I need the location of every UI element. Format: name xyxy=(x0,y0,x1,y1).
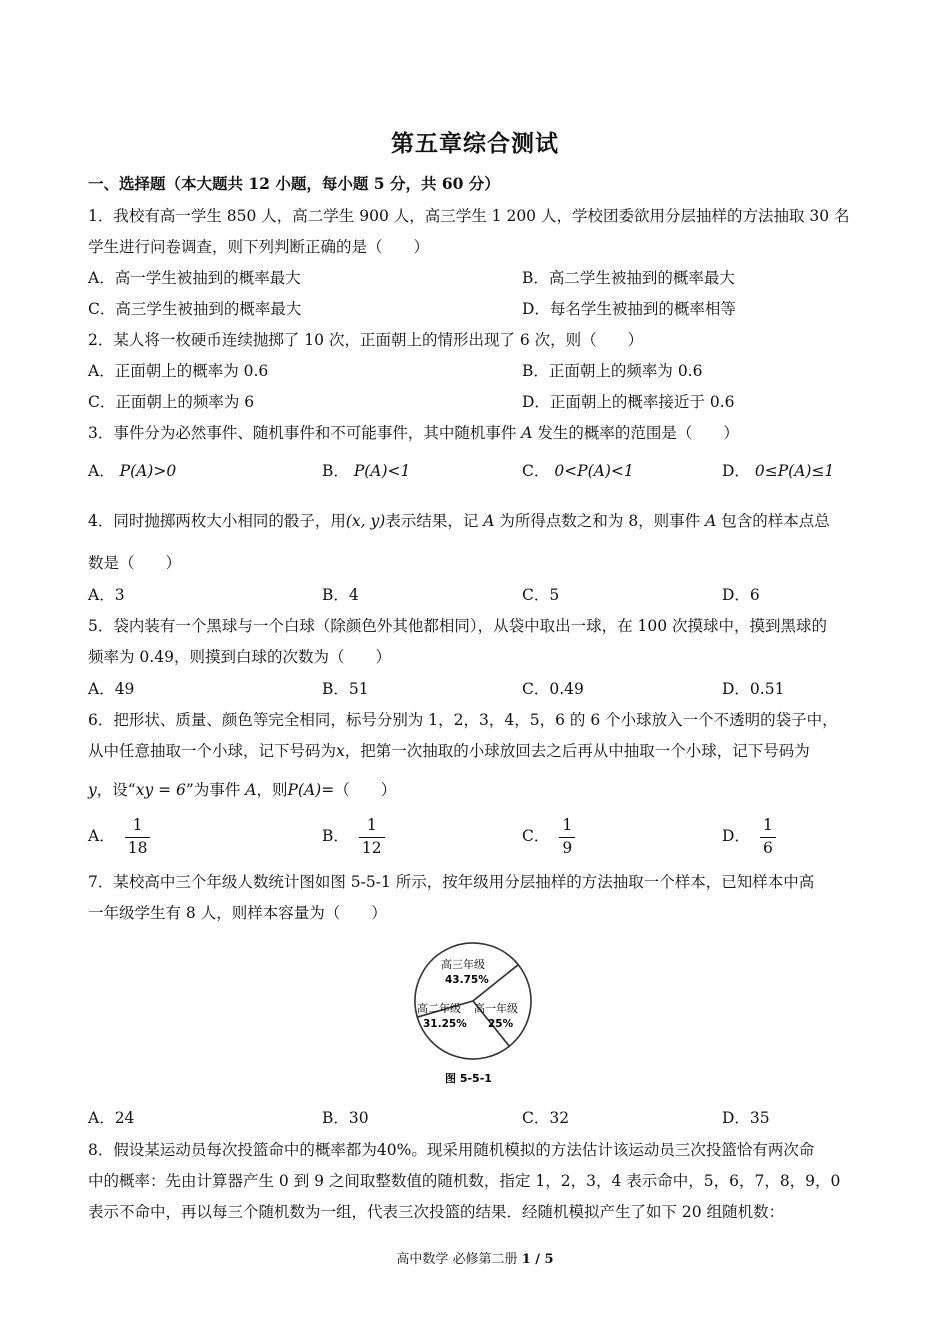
text: ，则 xyxy=(256,781,288,799)
denominator: 6 xyxy=(762,838,773,857)
text: 3．事件分为必然事件、随机事件和不可能事件，其中随机事件 xyxy=(88,424,522,442)
question-7-options xyxy=(88,1106,888,1130)
text: 表示结果，记 xyxy=(385,512,484,530)
question-6-options xyxy=(88,818,888,862)
section-heading: 一、选择题（本大题共 12 小题，每小题 5 分，共 60 分） xyxy=(88,174,500,193)
slice-label-senior: 高三年级 xyxy=(441,958,485,971)
question-1-line-1: 1．我校有高一学生 850 人，高二学生 900 人，高三学生 1 200 人，学校团委欲用分层抽样的方法抽取 30 名 xyxy=(88,207,850,225)
numerator: 1 xyxy=(359,818,385,838)
pie-chart xyxy=(400,938,550,1090)
question-2-options-row-2 xyxy=(88,390,888,414)
math-expression: 0<P(A)<1 xyxy=(554,462,634,480)
question-5-options xyxy=(88,677,888,701)
option-a: A．24 xyxy=(88,1109,135,1127)
question-7-line-1: 7．某校高中三个年级人数统计图如图 5-5-1 所示，按年级用分层抽样的方法抽取一个样本，已知样本中高 xyxy=(88,873,815,891)
option-a xyxy=(88,459,176,481)
question-2-options-row-1 xyxy=(88,359,888,383)
slice-value-sophomore: 31.25% xyxy=(423,1018,467,1030)
option-b: B．正面朝上的频率为 0.6 xyxy=(522,362,703,380)
text: 发生的概率的范围是（ ） xyxy=(532,424,739,442)
math-expression: 0≤P(A)≤1 xyxy=(754,462,835,480)
question-1-line-2: 学生进行问卷调查，则下列判断正确的是（ ） xyxy=(88,238,430,256)
option-d xyxy=(722,459,834,481)
page-title: 第五章综合测试 xyxy=(391,130,559,157)
question-2-line-1: 2．某人将一枚硬币连续抛掷了 10 次，正面朝上的情形出现了 6 次，则（ ） xyxy=(88,331,644,349)
math-expression: xy = 6 xyxy=(135,781,186,799)
option-c xyxy=(522,818,575,856)
question-7-line-2: 一年级学生有 8 人，则样本容量为（ ） xyxy=(88,904,387,922)
question-8-line-2: 中的概率：先由计算器产生 0 到 9 之间取整数值的随机数，指定 1，2，3，4 表示命中，5，6，7，8，9，0 xyxy=(88,1172,841,1190)
option-c: C．0.49 xyxy=(522,680,584,698)
question-4-options xyxy=(88,583,888,607)
variable: x xyxy=(336,742,345,760)
denominator: 18 xyxy=(127,838,148,857)
question-4-line-1 xyxy=(88,509,830,531)
question-8-line-1: 8．假设某运动员每次投篮命中的概率都为40%。现采用随机模拟的方法估计该运动员三次投篮恰有两次命 xyxy=(88,1141,815,1159)
option-label: C． xyxy=(522,462,550,480)
question-1-options-row-2 xyxy=(88,297,888,321)
option-label: B． xyxy=(322,462,349,480)
option-b: B．51 xyxy=(322,680,369,698)
variable: A xyxy=(705,512,717,530)
option-c xyxy=(522,459,634,481)
question-8-line-3: 表示不命中，再以每三个随机数为一组，代表三次投篮的结果．经随机模拟产生了如下 20 组随机数： xyxy=(88,1203,785,1221)
text: 4．同时抛掷两枚大小相同的骰子，用 xyxy=(88,512,346,530)
option-d: D．6 xyxy=(722,586,760,604)
option-a: A．49 xyxy=(88,680,135,698)
question-5-line-2: 频率为 0.49，则摸到白球的次数为（ ） xyxy=(88,648,391,666)
question-6-line-3 xyxy=(88,778,396,800)
option-d: D．35 xyxy=(722,1109,770,1127)
numerator: 1 xyxy=(125,818,151,838)
option-b: B．30 xyxy=(322,1109,369,1127)
question-5-line-1: 5．袋内装有一个黑球与一个白球（除颜色外其他都相同），从袋中取出一球，在 100 次摸球中，摸到黑球的 xyxy=(88,617,828,635)
question-6-line-1: 6．把形状、质量、颜色等完全相同，标号分别为 1，2，3，4，5，6 的 6 个小球放入一个不透明的袋子中， xyxy=(88,711,838,729)
fraction xyxy=(559,818,575,856)
math-expression: P(A)<1 xyxy=(353,462,411,480)
text: 为所得点数之和为 8，则事件 xyxy=(494,512,706,530)
option-a xyxy=(88,818,150,856)
option-d: D．0.51 xyxy=(722,680,785,698)
text: ，设“ xyxy=(96,781,136,799)
denominator: 12 xyxy=(361,838,382,857)
option-b xyxy=(322,459,410,481)
option-label: A． xyxy=(88,827,115,845)
math-expression: P(A) xyxy=(287,781,322,799)
slice-label-freshman: 高一年级 xyxy=(474,1002,518,1015)
math-expression: (x, y) xyxy=(345,512,386,530)
denominator: 9 xyxy=(562,838,573,857)
variable: A xyxy=(483,512,495,530)
variable: A xyxy=(245,781,257,799)
option-c: C．正面朝上的频率为 6 xyxy=(88,393,255,411)
question-3-options xyxy=(88,459,888,483)
variable: A xyxy=(521,424,533,442)
slice-value-senior: 43.75% xyxy=(445,974,489,986)
numerator: 1 xyxy=(760,818,776,838)
option-d: D．正面朝上的概率接近于 0.6 xyxy=(522,393,735,411)
option-d: D．每名学生被抽到的概率相等 xyxy=(522,300,736,318)
fraction xyxy=(760,818,776,856)
option-b: B．4 xyxy=(322,586,359,604)
option-b xyxy=(322,818,385,856)
option-a: A．正面朝上的概率为 0.6 xyxy=(88,362,269,380)
option-label: D． xyxy=(722,827,750,845)
fraction xyxy=(359,818,385,856)
option-d xyxy=(722,818,776,856)
question-4-line-2: 数是（ ） xyxy=(88,554,182,572)
question-1-options-row-1 xyxy=(88,266,888,290)
option-b: B．高二学生被抽到的概率最大 xyxy=(522,269,735,287)
text: 从中任意抽取一个小球，记下号码为 xyxy=(88,742,337,760)
numerator: 1 xyxy=(559,818,575,838)
option-label: B． xyxy=(322,827,349,845)
text: =（ ） xyxy=(321,781,397,799)
option-label: C． xyxy=(522,827,550,845)
option-a: A．高一学生被抽到的概率最大 xyxy=(88,269,301,287)
math-expression: P(A)>0 xyxy=(119,462,177,480)
option-c: C．5 xyxy=(522,586,560,604)
footer-text: 高中数学 必修第二册 xyxy=(396,1252,522,1267)
option-label: D． xyxy=(722,462,750,480)
page-number: 1 / 5 xyxy=(521,1252,554,1267)
text: ”为事件 xyxy=(185,781,246,799)
text: ，把第一次抽取的小球放回去之后再从中抽取一个小球，记下号码为 xyxy=(344,742,810,760)
slice-value-freshman: 25% xyxy=(488,1018,514,1030)
text: 包含的样本点总 xyxy=(716,512,830,530)
figure-caption: 图 5-5-1 xyxy=(445,1072,492,1085)
fraction xyxy=(125,818,151,856)
variable: y xyxy=(88,781,97,799)
option-label: A． xyxy=(88,462,115,480)
slice-label-sophomore: 高二年级 xyxy=(417,1002,461,1015)
option-a: A．3 xyxy=(88,586,125,604)
option-c: C．高三学生被抽到的概率最大 xyxy=(88,300,302,318)
question-3-line-1 xyxy=(88,421,739,443)
question-6-line-2 xyxy=(88,739,810,761)
option-c: C．32 xyxy=(522,1109,570,1127)
page-footer xyxy=(0,1248,950,1267)
